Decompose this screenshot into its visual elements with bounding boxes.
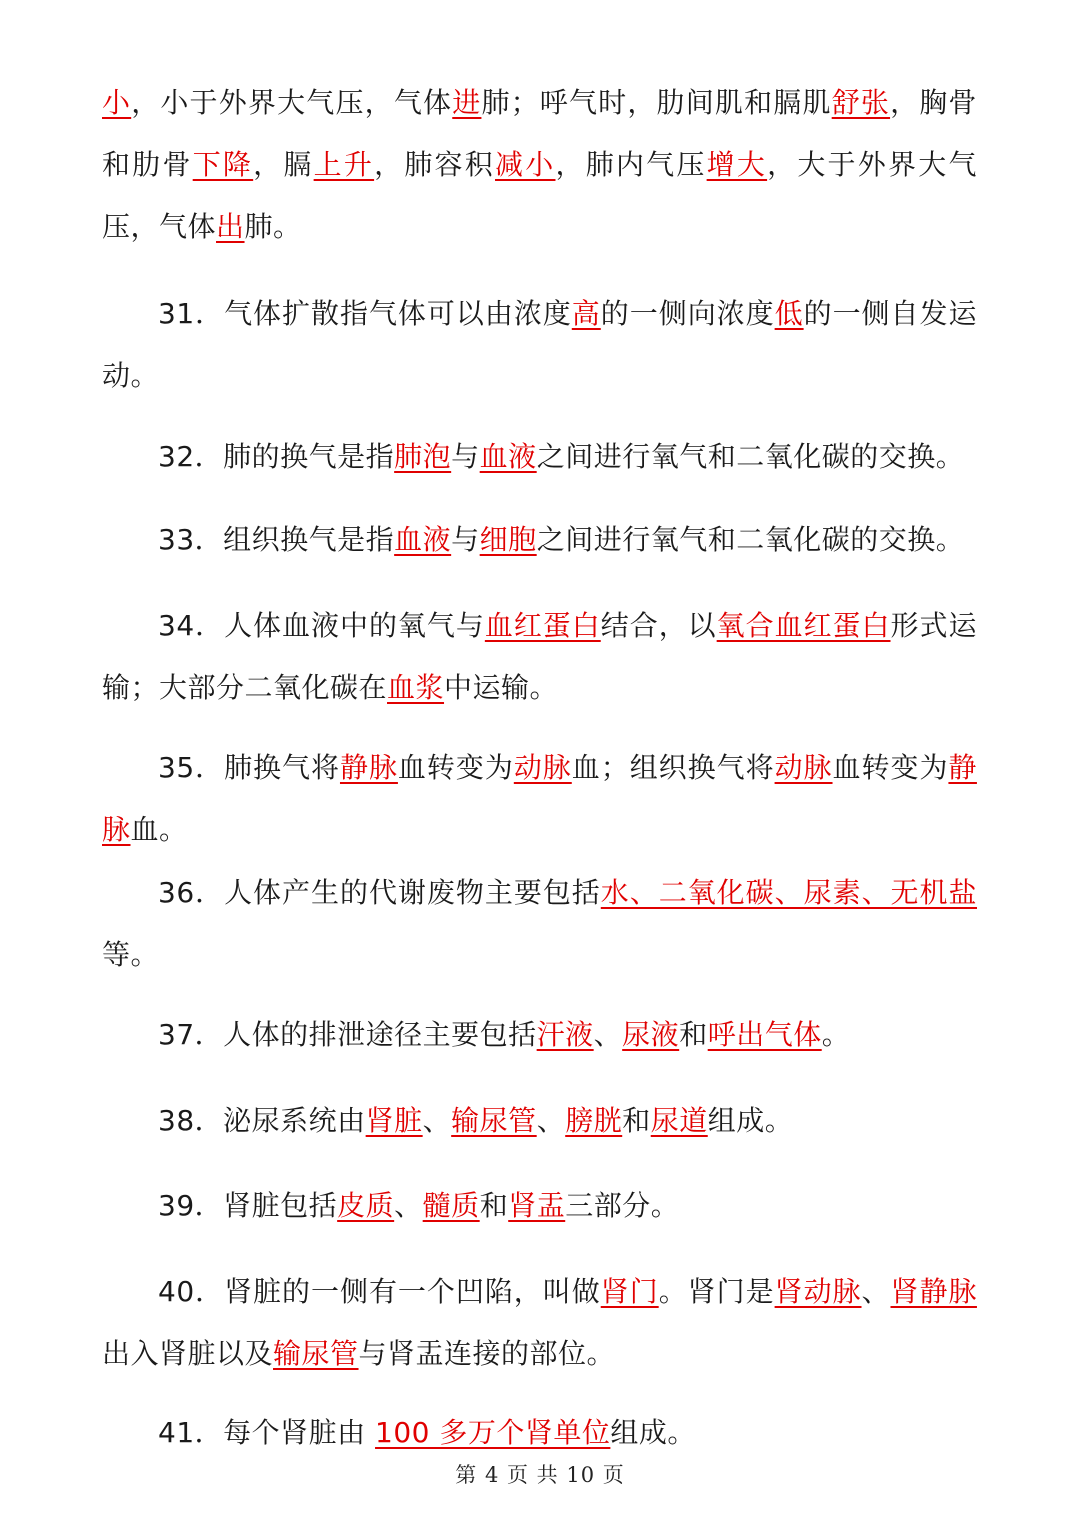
answer-text: 下降 bbox=[192, 148, 254, 181]
body-text: 32．肺的换气是指 bbox=[158, 440, 395, 473]
answer-text: 100 多万个肾单位 bbox=[375, 1416, 611, 1449]
body-text: 。 bbox=[821, 1018, 851, 1051]
body-text: 等。 bbox=[102, 938, 160, 971]
body-text: ，大于外界大气压，气体 bbox=[102, 148, 977, 243]
answer-text: 增大 bbox=[706, 148, 768, 181]
body-text: 组成。 bbox=[610, 1416, 696, 1449]
body-text: ，肺容积 bbox=[374, 148, 496, 181]
body-text: 31．气体扩散指气体可以由浓度 bbox=[158, 297, 572, 330]
body-text: 和 bbox=[622, 1104, 651, 1137]
answer-text: 呼出气体 bbox=[707, 1018, 822, 1051]
page-footer: 第 4 页 共 10 页 bbox=[455, 1463, 625, 1487]
body-text: 40．肾脏的一侧有一个凹陷，叫做 bbox=[158, 1275, 601, 1308]
body-text: 37．人体的排泄途径主要包括 bbox=[158, 1018, 537, 1051]
body-text: 、 bbox=[536, 1104, 566, 1137]
answer-text: 血液 bbox=[394, 523, 452, 556]
body-text: 形式运输；大部分二氧化碳在 bbox=[102, 609, 977, 704]
body-text: 肺；呼气时，肋间肌和膈肌 bbox=[481, 86, 832, 119]
body-text: 三部分。 bbox=[565, 1189, 680, 1222]
paragraph-31 bbox=[102, 283, 977, 407]
body-text: 、 bbox=[593, 1018, 623, 1051]
answer-text: 汗液 bbox=[536, 1018, 594, 1051]
body-text: ，小于外界大气压，气体 bbox=[131, 86, 453, 119]
answer-text: 血浆 bbox=[387, 671, 445, 704]
paragraph-41 bbox=[102, 1402, 977, 1464]
answer-text: 输尿管 bbox=[451, 1104, 537, 1137]
answer-text: 进 bbox=[452, 86, 482, 119]
body-text: 33．组织换气是指 bbox=[158, 523, 395, 556]
answer-text: 肾动脉 bbox=[774, 1275, 862, 1308]
paragraph-38 bbox=[102, 1090, 977, 1152]
answer-text: 髓质 bbox=[422, 1189, 480, 1222]
answer-text: 减小 bbox=[495, 148, 556, 181]
body-text: 之间进行氧气和二氧化碳的交换。 bbox=[536, 440, 965, 473]
answer-text: 血红蛋白 bbox=[484, 609, 601, 642]
paragraph-35 bbox=[102, 737, 977, 861]
body-text: 与 bbox=[451, 440, 480, 473]
body-text: 的一侧向浓度 bbox=[600, 297, 775, 330]
answer-text: 上升 bbox=[313, 148, 375, 181]
answer-text: 高 bbox=[571, 297, 601, 330]
body-text: 36．人体产生的代谢废物主要包括 bbox=[158, 876, 601, 909]
answer-text: 舒张 bbox=[831, 86, 891, 119]
paragraph-37 bbox=[102, 1004, 977, 1066]
body-text: ，膈 bbox=[253, 148, 314, 181]
body-text: 血转变为 bbox=[832, 751, 949, 784]
answer-text: 静脉 bbox=[339, 751, 398, 784]
answer-text: 小 bbox=[102, 86, 132, 119]
paragraph-33 bbox=[102, 509, 977, 571]
answer-text: 静脉 bbox=[102, 751, 977, 846]
paragraph-32 bbox=[102, 426, 977, 488]
paragraph-39 bbox=[102, 1175, 977, 1237]
answer-text: 低 bbox=[774, 297, 804, 330]
answer-text: 肺泡 bbox=[394, 440, 452, 473]
body-text: 之间进行氧气和二氧化碳的交换。 bbox=[536, 523, 965, 556]
answer-text: 肾静脉 bbox=[890, 1275, 977, 1308]
body-text: 、 bbox=[422, 1104, 452, 1137]
body-text: 结合，以 bbox=[600, 609, 717, 642]
body-text: 血。 bbox=[130, 813, 188, 846]
answer-text: 氧合血红蛋白 bbox=[716, 609, 891, 642]
answer-text: 水、二氧化碳、尿素、无机盐 bbox=[600, 876, 977, 909]
body-text: 血转变为 bbox=[397, 751, 514, 784]
answer-text: 尿液 bbox=[622, 1018, 680, 1051]
answer-text: 动脉 bbox=[513, 751, 572, 784]
answer-text: 血液 bbox=[479, 440, 537, 473]
body-text: 血；组织换气将 bbox=[571, 751, 775, 784]
answer-text: 出 bbox=[216, 210, 245, 243]
answer-text: 膀胱 bbox=[565, 1104, 623, 1137]
answer-text: 肾盂 bbox=[508, 1189, 566, 1222]
body-text: 41．每个肾脏由 bbox=[158, 1416, 376, 1449]
paragraph-34 bbox=[102, 595, 977, 719]
body-text: 39．肾脏包括 bbox=[158, 1189, 338, 1222]
body-text: 肺。 bbox=[244, 210, 302, 243]
body-text: 38．泌尿系统由 bbox=[158, 1104, 366, 1137]
body-text: 35．肺换气将 bbox=[158, 751, 340, 784]
body-text: 组成。 bbox=[707, 1104, 794, 1137]
body-text: 和 bbox=[479, 1189, 509, 1222]
body-text: ，肺内气压 bbox=[555, 148, 707, 181]
body-text: 的一侧自发运动。 bbox=[102, 297, 977, 392]
body-text: 和 bbox=[679, 1018, 708, 1051]
paragraph-30-continued bbox=[102, 72, 977, 258]
answer-text: 细胞 bbox=[479, 523, 537, 556]
body-text: 与 bbox=[451, 523, 480, 556]
answer-text: 肾门 bbox=[600, 1275, 659, 1308]
body-text: 中运输。 bbox=[444, 671, 559, 704]
answer-text: 动脉 bbox=[774, 751, 833, 784]
body-text: 与肾盂连接的部位。 bbox=[358, 1337, 616, 1370]
body-text: 34．人体血液中的氧气与 bbox=[158, 609, 485, 642]
body-text: 、 bbox=[861, 1275, 891, 1308]
body-text: 、 bbox=[394, 1189, 423, 1222]
body-text: ，胸骨和肋骨 bbox=[102, 86, 977, 181]
answer-text: 尿道 bbox=[650, 1104, 708, 1137]
answer-text: 肾脏 bbox=[365, 1104, 423, 1137]
answer-text: 输尿管 bbox=[273, 1337, 359, 1370]
body-text: 出入肾脏以及 bbox=[102, 1337, 274, 1370]
paragraph-36 bbox=[102, 862, 977, 986]
paragraph-40 bbox=[102, 1261, 977, 1385]
answer-text: 皮质 bbox=[337, 1189, 395, 1222]
body-text: 。肾门是 bbox=[658, 1275, 775, 1308]
